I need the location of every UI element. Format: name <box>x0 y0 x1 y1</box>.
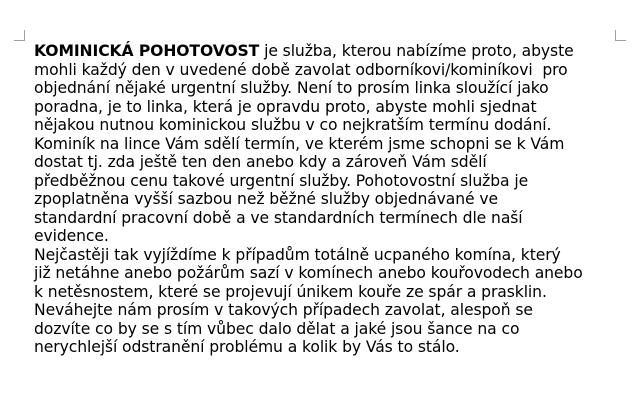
text-line: dozvíte co by se s tím vůbec dalo dělat a jaké jsou šance na co <box>34 319 520 338</box>
text-line-content: je služba, kterou nabízíme proto, abyste <box>259 42 574 60</box>
text-line: standardní pracovní době a ve standardních termínech dle naší <box>34 208 523 227</box>
page-corner-mark-top-left <box>14 30 25 41</box>
text-line: nerychlejší odstranění problému a kolik by Vás to stálo. <box>34 338 460 356</box>
text-line: evidence. <box>34 227 109 245</box>
text-line: nějakou nutnou kominickou službu v co nejkratším termínu dodání. <box>34 116 552 134</box>
text-line: Nejčastěji tak vyjíždíme k případům totálně ucpaného komína, který <box>34 245 561 264</box>
text-line: k netěsnostem, které se projevují únikem kouře ze spár a prasklin. <box>34 282 547 301</box>
document-text-body[interactable] <box>34 42 606 357</box>
text-line: objednání nějaké urgentní služby. Není to prosím linka sloužící jako <box>34 79 549 97</box>
heading-bold-text: KOMINICKÁ POHOTOVOST <box>34 42 260 60</box>
text-line <box>34 42 606 61</box>
text-line: Neváhejte nám prosím v takových případech zavolat, alespoň se <box>34 301 533 319</box>
text-line: Kominík na lince Vám sdělí termín, ve kterém jsme schopni se k Vám <box>34 134 565 153</box>
text-line: mohli každý den v uvedené době zavolat odborníkovi/kominíkovi pro <box>34 60 568 79</box>
text-line: předběžnou cenu takové urgentní služby. Pohotovostní služba je <box>34 171 529 190</box>
text-line: již netáhne anebo požárům sazí v komínech anebo kouřovodech anebo <box>34 264 583 282</box>
text-line: poradna, je to linka, která je opravdu proto, abyste mohli sjednat <box>34 97 537 116</box>
page-corner-mark-top-right <box>615 30 626 41</box>
text-line: zpoplatněna vyšší sazbou než běžné služby objednávané ve <box>34 190 499 208</box>
text-line: dostat tj. zda ještě ten den anebo kdy a zároveň Vám sdělí <box>34 153 487 171</box>
